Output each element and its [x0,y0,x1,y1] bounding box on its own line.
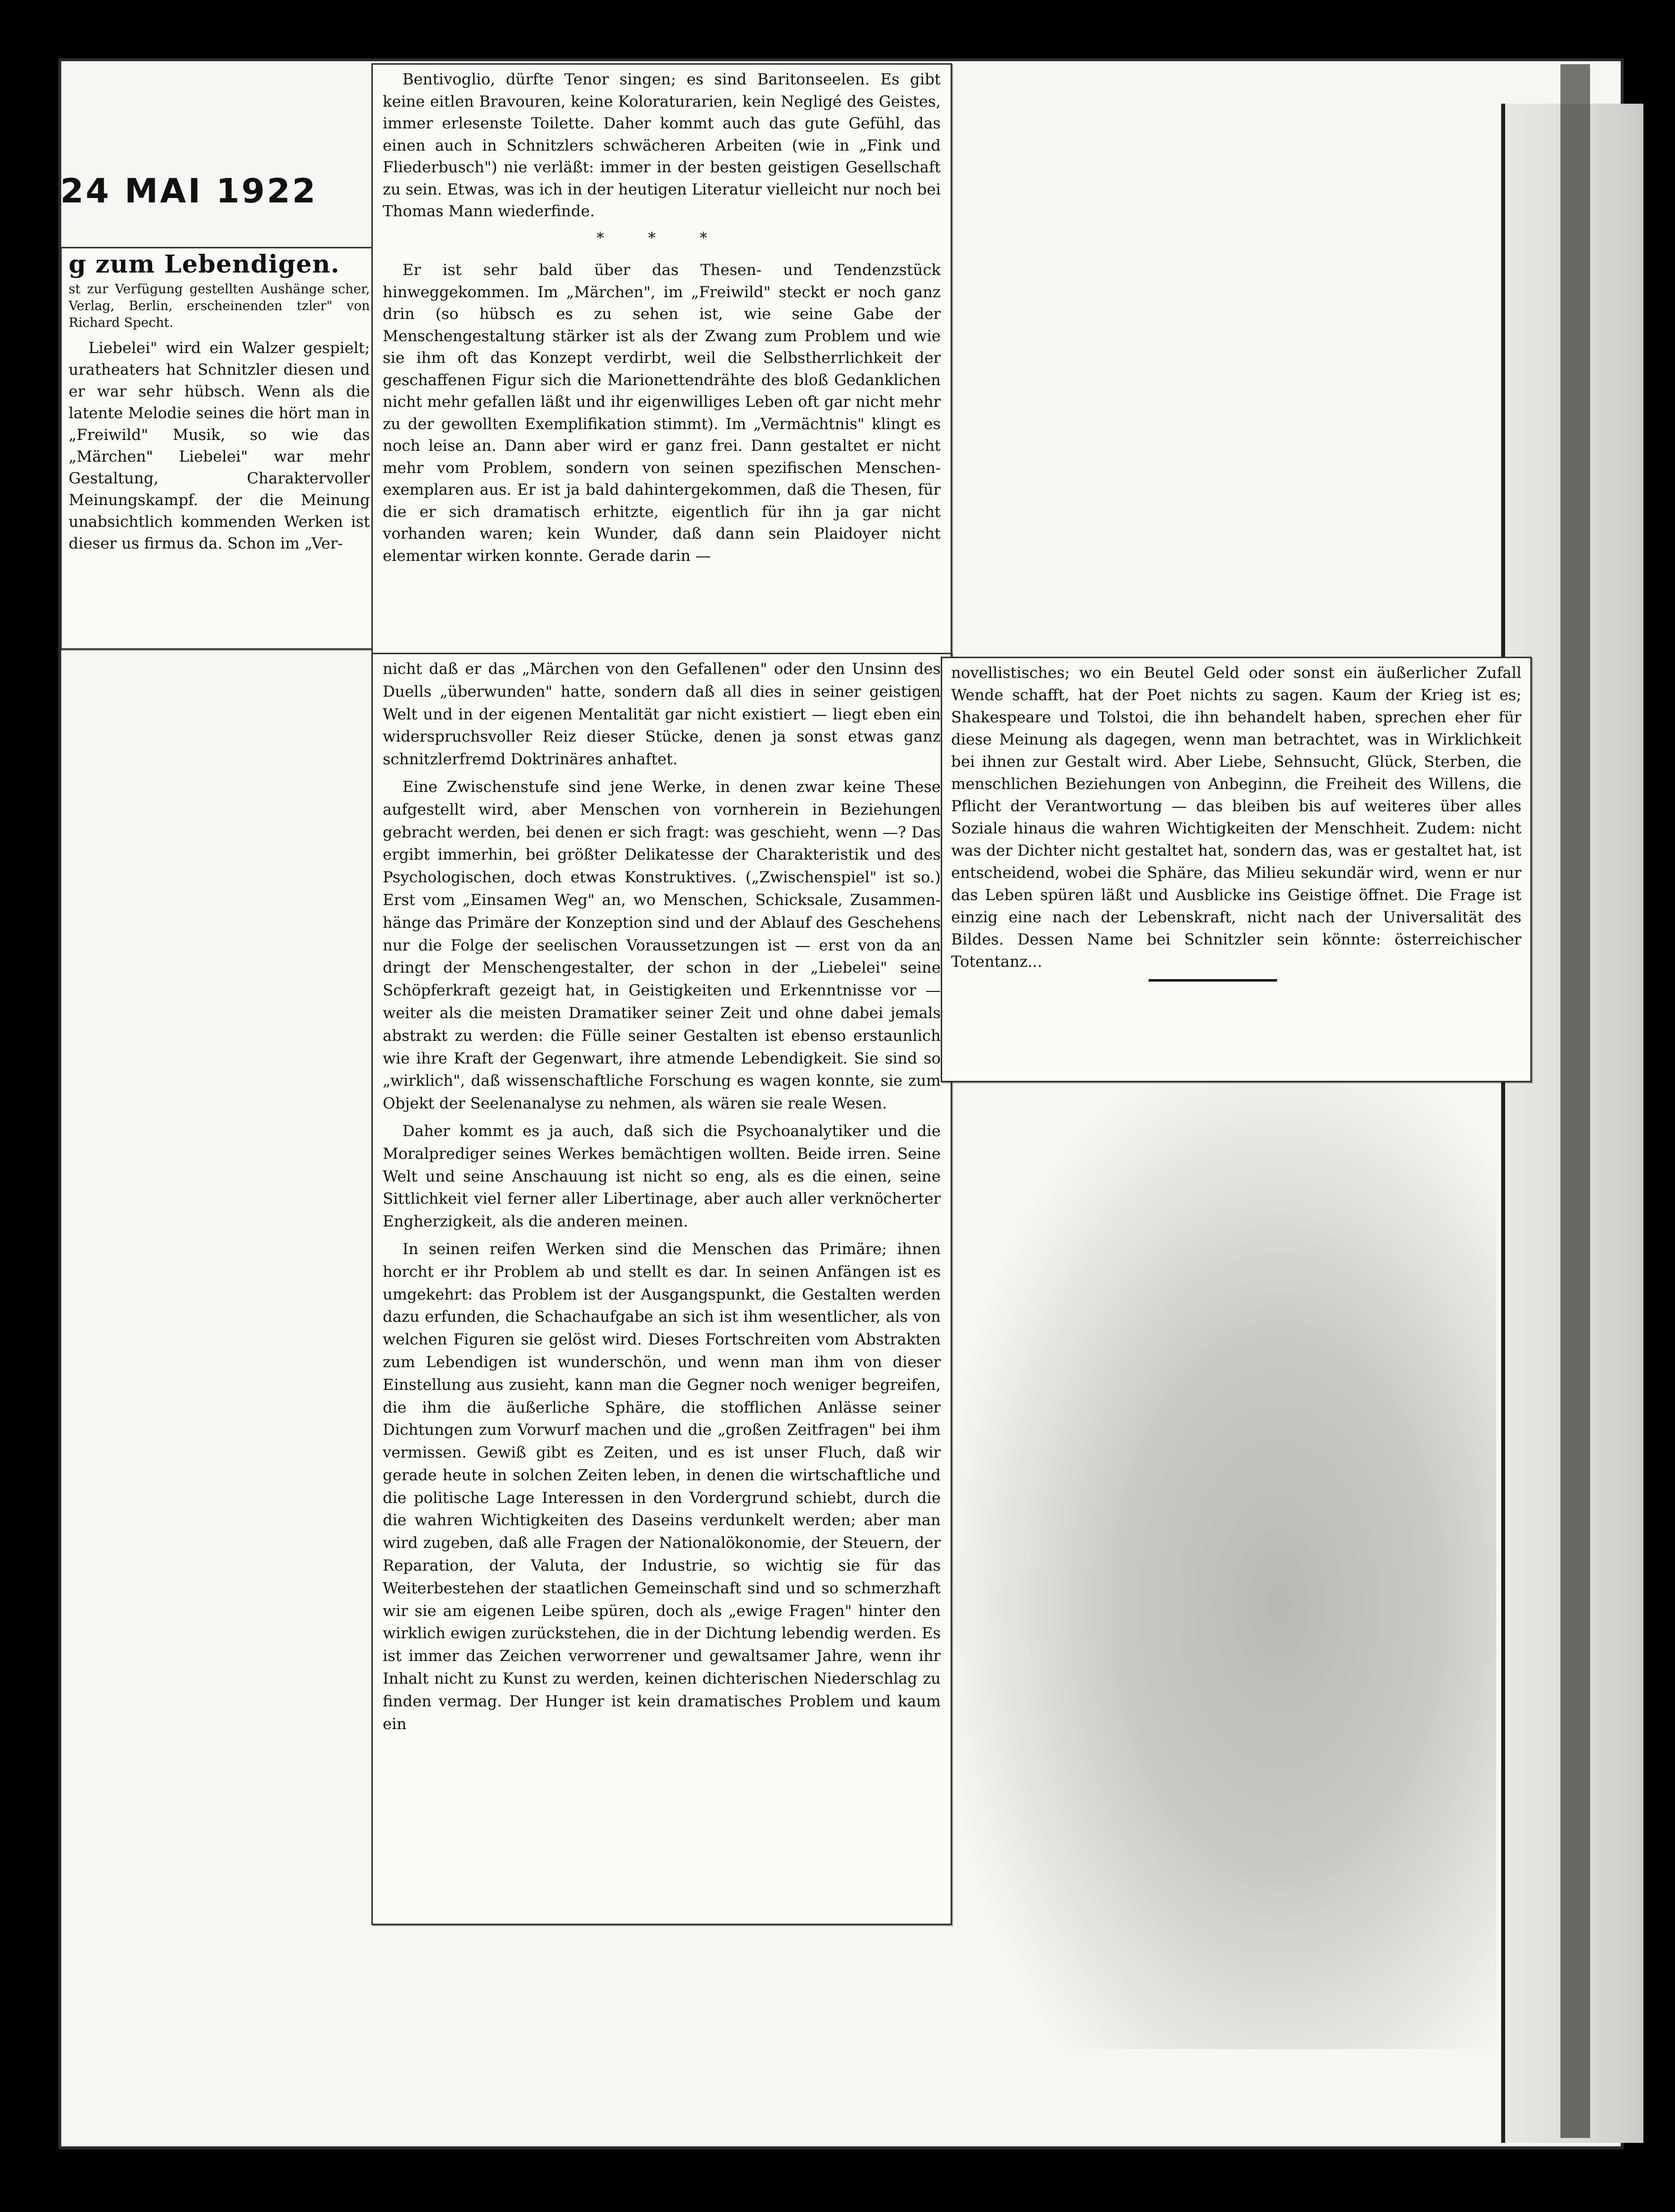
article-headline: g zum Lebendigen. [69,249,340,278]
left-paragraph: Liebelei" wird ein Walzer gespielt; uratheaters hat Schnitzler diesen und er war sehr hübsch. Wenn als die latente Melodie seines die hört man in „Freiwild" Musik, so wie das „Märchen" Liebelei" war mehr Gestaltung, Charaktervoller Meinungskampf. der die Meinung unabsichtlich kommenden Werken ist dieser us firmus da. Schon im „Ver- [69,339,370,553]
clipping-right-column [941,657,1532,1082]
clipping-main-column [371,653,952,1925]
section-divider: * * * [596,229,727,247]
main-paragraph: Eine Zwischenstufe sind jene Werke, in denen zwar keine These aufgestellt wird, aber Menschen von vornherein in Beziehungen gebracht werden, bei denen er sich fragt: was geschieht, wenn —? Das ergibt immerhin, bei größter Delikatesse der Charakteristik und des Psychologischen, doch etwas Konstruktives. („Zwischenspiel" ist so.) Erst vom „Einsamen Weg" an, wo Menschen, Schicksale, Zusammenhänge das Primäre der Konzeption sind und der Ablauf des Geschehens nur die Folge der seelischen Voraussetzungen ist — erst von da an dringt der Menschengestalter, der schon in der „Liebelei" seine Schöpferkraft gezeigt hat, in Geistigkeiten und Erkenntnisse vor — weiter als die meisten Dramatiker seiner Zeit und ohne dabei jemals abstrakt zu werden: die Fülle seiner Gestalten ist ebenso erstaunlich wie ihre Kraft der Gegenwart, ihre atmende Lebendigkeit. Sie sind so „wirklich", daß wissenschaftliche Forschung es wagen konnte, sie zum Objekt der Seelenanalyse zu nehmen, als wären sie reale Wesen. [383,778,941,1113]
page-edge-shadow [1560,64,1590,2138]
date-stamp: 24 MAI 1922 [60,172,318,211]
top-paragraph: Er ist sehr bald über das Thesen- und Tendenzstück hinweggekommen. Im „Märchen", im „Freiwild" steckt er noch ganz drin (so hübsch es zu sehen ist, wie seine Gabe der Menschengestaltung stärker ist als der Zwang zum Problem und wie sie ihm oft das Konzept verdirbt, weil die Selbstherrlichkeit der geschaffenen Figur sich die Marionettendrähte des bloß Gedanklichen nicht mehr gefallen läßt und ihr eigenwilliges Leben oft gar nicht mehr zu der gewollten Exemplifikation stimmt). Im „Vermächtnis" klingt es noch leise an. Dann aber wird er ganz frei. Dann gestaltet er nicht mehr vom Problem, sondern von seinen spezifischen Menschenexemplaren aus. Er ist ja bald dahintergekommen, daß die Thesen, für die er sich dramatisch erhitzte, eigentlich für ihn ja gar nicht vorhanden waren; kein Wunder, daß dann sein Plaidoyer nicht elementar wirken konnte. Gerade darin — [383,261,941,565]
top-paragraph: Bentivoglio, dürfte Tenor singen; es sind Baritonseelen. Es gibt keine eitlen Bravouren, keine Koloraturarien, kein Negligé des Geistes, immer erlesenste Toilette. Daher kommt auch das gute Gefühl, das einen auch in Schnitzlers schwächeren Arbeiten (wie in „Fink und Fliederbusch") nie verläßt: immer in der besten geistigen Gesellschaft zu sein. Etwas, was ich in der heutigen Literatur vielleicht nur noch bei Thomas Mann wiederfinde. [383,71,941,220]
main-paragraph: In seinen reifen Werken sind die Menschen das Primäre; ihnen horcht er ihr Problem ab und stellt es dar. In seinen Anfängen ist es umgekehrt: das Problem ist der Ausgangspunkt, die Gestalten werden dazu erfunden, die Schachaufgabe an sich ist ihm wesentlicher, als von welchen Figuren sie gelöst wird. Dieses Fortschreiten vom Abstrakten zum Lebendigen ist wunderschön, und wenn man ihm von dieser Einstellung aus zusieht, kann man die Gegner noch weniger begreifen, die ihm die äußerliche Sphäre, die stofflichen Anlässe seiner Dichtungen zum Vorwurf machen und die „großen Zeitfragen" bei ihm vermissen. Gewiß gibt es Zeiten, und es ist unser Fluch, daß wir gerade heute in solchen Zeiten leben, in denen die wirtschaftliche und die politische Lage Interessen in den Vordergrund schiebt, durch die die wahren Wichtigkeiten des Daseins verdunkelt werden; aber man wird zugeben, daß alle Fragen der Nationalökonomie, der Steuern, der Reparation, der Valuta, der Industrie, so wichtig sie für das Weiterbestehen der staatlichen Gemeinschaft sind und so schmerzhaft wir sie am eigenen Leibe spüren, doch als „ewige Fragen" hinter den wirklich ewigen zurückstehen, die in der Dichtung lebendig werden. Es ist immer das Zeichen verworrener und gewaltsamer Jahre, wenn ihr Inhalt nicht zu Kunst zu werden, keinen dichterischen Niederschlag zu finden vermag. Der Hunger ist kein dramatisches Problem und kaum ein [383,1240,941,1733]
scan-smudge [953,1062,1496,2049]
main-paragraph: Daher kommt es ja auch, daß sich die Psychoanalytiker und die Moralprediger seines Werkes bemächtigen wollten. Beide irren. Seine Welt und seine Anschauung ist nicht so eng, als es die einen, seine Sittlichkeit viel ferner aller Libertinage, aber auch aller verknöcherter Engherzigkeit, als die anderen meinen. [383,1122,941,1231]
main-paragraph: nicht daß er das „Märchen von den Gefallenen" oder den Unsinn des Duells „überwunden" hatte, sondern daß all dies in seiner geistigen Welt und in der eigenen Mentalität gar nicht existiert — liegt eben ein widerspruchsvoller Reiz dieser Stücke, denen ja sonst etwas ganz schnitzlerfremd Doktrinäres anhaftet. [383,660,941,769]
clipping-left-column [60,247,378,650]
end-rule [1149,979,1277,982]
right-paragraph: novellistisches; wo ein Beutel Geld oder sonst ein äußerlicher Zufall Wende schafft, hat der Poet nichts zu sagen. Kaum der Krieg ist es; Shakespeare und Tolstoi, die ihn behandelt haben, sprechen eher für diese Meinung als dagegen, wenn man betrachtet, was in Wirklichkeit bei ihnen zur Gestalt wird. Aber Liebe, Sehnsucht, Glück, Sterben, die menschlichen Beziehungen von Anbeginn, die Freiheit des Willens, die Pflicht der Verantwortung — das bleiben bis auf weiteres über alles Soziale hinaus die wahren Wichtigkeiten der Menschheit. Zudem: nicht was der Dichter nicht gestaltet hat, sondern das, was er gestaltet hat, ist entscheidend, wobei die Sphäre, das Milieu sekundär wird, wenn er nur das Leben spüren läßt und Ausblicke ins Geistige öffnet. Die Frage ist einzig eine nach der Lebenskraft, nicht nach der Universalität des Bildes. Dessen Name bei Schnitzler sein könnte: österreichischer Totentanz... [951,664,1521,971]
source-note: st zur Verfügung gestellten Aushänge scher, Verlag, Berlin, erscheinenden tzler" von Richard Specht. [69,282,370,330]
clipping-top-column [371,63,952,656]
